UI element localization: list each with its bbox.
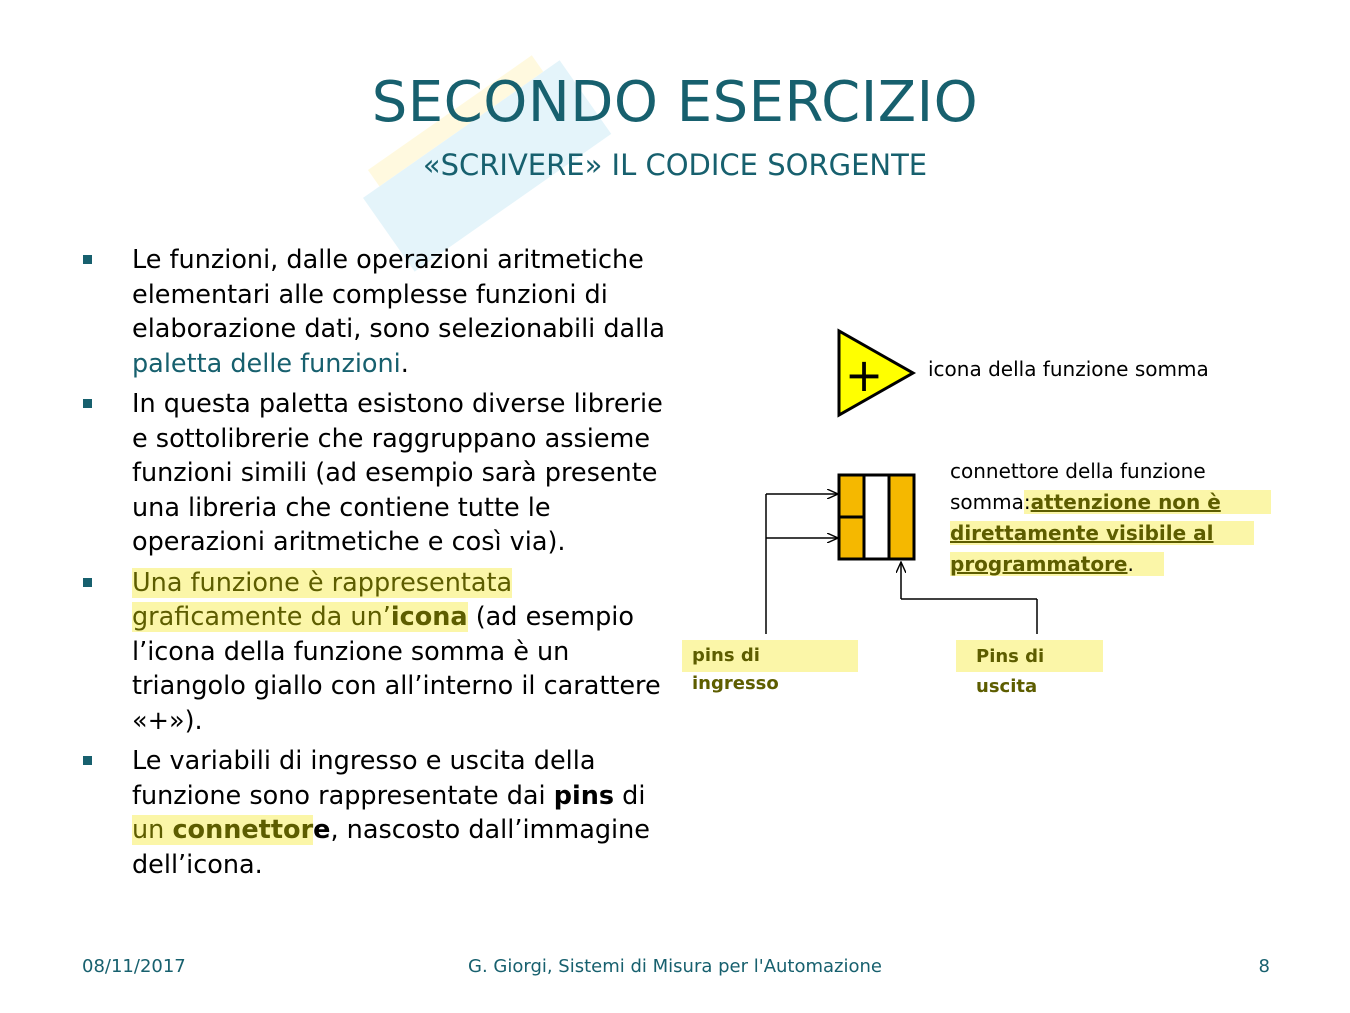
icon-caption: icona della funzione somma [928, 357, 1209, 381]
connector-caption [950, 456, 1271, 580]
highlighted-bold-text: icona [390, 602, 468, 632]
warning-text: programmatore [950, 552, 1128, 576]
plus-symbol: + [844, 348, 884, 402]
footer-date: 08/11/2017 [82, 956, 186, 977]
palette-link-text: paletta delle funzioni [132, 348, 401, 379]
connector-block [839, 475, 914, 559]
caption-text: somma [950, 490, 1024, 514]
slide-subtitle: «SCRIVERE» IL CODICE SORGENTE [422, 148, 928, 182]
connector-caption-line [950, 487, 1271, 518]
caption-text: . [1128, 552, 1164, 576]
bullet-text: di [614, 780, 646, 811]
bullet-text: Le funzioni, dalle operazioni aritmetiche elementari alle complesse funzioni di elaborazione dati, sono selezionabili dalla [132, 245, 665, 344]
caption-text: : [1023, 490, 1031, 514]
pins-in-callout: pins di ingresso [682, 640, 858, 672]
highlighted-text: Una funzione è rappresentata graficamente da un’ [132, 567, 513, 632]
pins-out-callout: Pins di uscita [956, 640, 1103, 672]
bullet-text: (ad esempio l’icona della funzione somma è un triangolo giallo con all’interno il carattere «+»). [132, 602, 661, 736]
connector-caption-line [950, 518, 1271, 549]
slide-title: SECONDO ESERCIZIO [371, 70, 979, 135]
bullet-text: In questa paletta esistono diverse librerie e sottolibrerie che raggruppano assieme funzioni simili (ad esempio sarà presente una libreria che contiene tutte le operazioni aritmetiche e così via). [132, 389, 663, 557]
input-pin-arrows [766, 494, 838, 634]
warning-text: attenzione non è [1031, 490, 1271, 514]
footer-author: G. Giorgi, Sistemi di Misura per l'Automazione [468, 956, 882, 977]
bullet-text: . [400, 348, 409, 379]
footer-page-number: 8 [1258, 956, 1270, 977]
bold-text: e [313, 815, 331, 845]
connector-caption-line: connettore della funzione [950, 459, 1206, 483]
bold-text: pins [553, 780, 615, 811]
highlighted-bold-text: connettor [172, 815, 314, 845]
highlighted-text: un [132, 815, 173, 845]
bullet-text: Le variabili di ingresso e uscita della funzione sono rappresentate dai [132, 746, 596, 811]
connector-caption-line [950, 549, 1271, 580]
warning-text: direttamente visibile al [950, 521, 1254, 545]
bullet-text: , nascosto dall’immagine dell’icona. [132, 815, 650, 880]
